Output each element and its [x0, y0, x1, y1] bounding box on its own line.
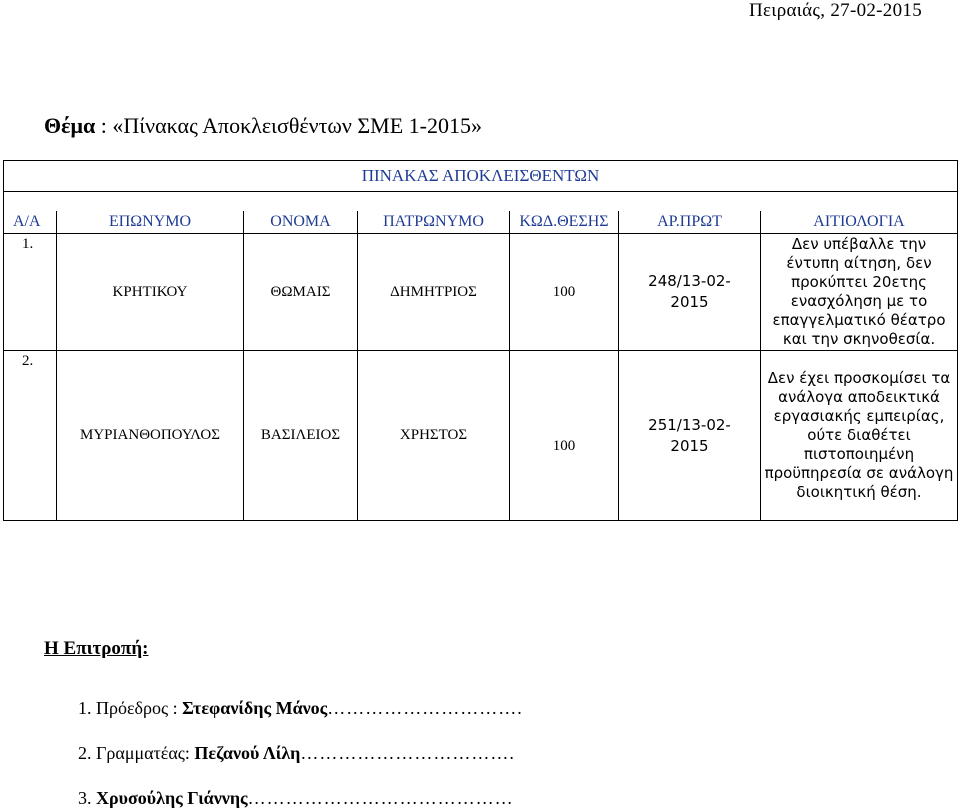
row-father-name: ΧΡΗΣΤΟΣ — [358, 351, 510, 521]
row-father-name: ΔΗΜΗΤΡΙΟΣ — [358, 234, 510, 351]
document-subject — [44, 113, 482, 139]
row-protocol — [619, 234, 761, 351]
signature-line: …………………………. — [327, 698, 523, 718]
row-reason: Δεν έχει προσκομίσει τα ανάλογα αποδεικτικά εργασιακής εμπειρίας, ούτε διαθέτει πιστοποιημένη προϋπηρεσία σε ανάλογη διοικητική θέση. — [761, 351, 958, 521]
row-aa: 1. — [4, 234, 57, 351]
table-header-row — [4, 211, 958, 234]
member-name: Πεζανού Λίλη — [194, 743, 301, 763]
row-surname: ΜΥΡΙΑΝΘΟΠΟΥΛΟΣ — [57, 351, 244, 521]
table-row — [4, 351, 958, 521]
row-protocol-text: 248/13-02-2015 — [648, 272, 731, 311]
member-role: 3. — [78, 788, 96, 808]
row-name: ΒΑΣΙΛΕΙΟΣ — [244, 351, 358, 521]
header-name: ΟΝΟΜΑ — [244, 211, 358, 234]
row-reason: Δεν υπέβαλλε την έντυπη αίτηση, δεν προκύπτει 20ετης ενασχόληση με το επαγγελματικό θέατρο και την σκηνοθεσία. — [761, 234, 958, 351]
row-protocol-text: 251/13-02-2015 — [648, 415, 731, 455]
excluded-candidates-table — [3, 160, 958, 521]
member-role: 2. Γραμματέας: — [78, 743, 195, 763]
committee-heading: Η Επιτροπή: — [44, 638, 149, 659]
row-position-code: 100 — [510, 234, 619, 351]
table-row — [4, 234, 958, 351]
header-father-name: ΠΑΤΡΩΝΥΜΟ — [358, 211, 510, 234]
member-role: 1. Πρόεδρος : — [78, 698, 183, 718]
row-position-code: 100 — [510, 351, 619, 521]
header-surname: ΕΠΩΝΥΜΟ — [57, 211, 244, 234]
document-date: Πειραιάς, 27-02-2015 — [749, 0, 922, 21]
row-protocol — [619, 351, 761, 521]
header-aa: Α/Α — [4, 211, 57, 234]
committee-member-secretary — [78, 743, 515, 764]
member-name: Χρυσούλης Γιάννης — [96, 788, 248, 808]
committee-member-chair — [78, 698, 523, 719]
signature-line: ……………………………. — [300, 743, 515, 763]
subject-label: Θέμα — [44, 113, 96, 138]
header-position-code: ΚΩΔ.ΘΕΣΗΣ — [510, 211, 619, 234]
member-name: Στεφανίδης Μάνος — [182, 698, 328, 718]
subject-text: : «Πίνακας Αποκλεισθέντων ΣΜΕ 1-2015» — [95, 113, 482, 138]
header-protocol: ΑΡ.ΠΡΩΤ — [619, 211, 761, 234]
table-title: ΠΙΝΑΚΑΣ ΑΠΟΚΛΕΙΣΘΕΝΤΩΝ — [4, 161, 958, 192]
table-spacer — [4, 192, 958, 212]
row-name: ΘΩΜΑΙΣ — [244, 234, 358, 351]
committee-member-third — [78, 788, 514, 809]
signature-line: …………………………………… — [247, 788, 514, 808]
header-reason: ΑΙΤΙΟΛΟΓΙΑ — [761, 211, 958, 234]
row-aa: 2. — [4, 351, 57, 521]
row-surname: ΚΡΗΤΙΚΟΥ — [57, 234, 244, 351]
